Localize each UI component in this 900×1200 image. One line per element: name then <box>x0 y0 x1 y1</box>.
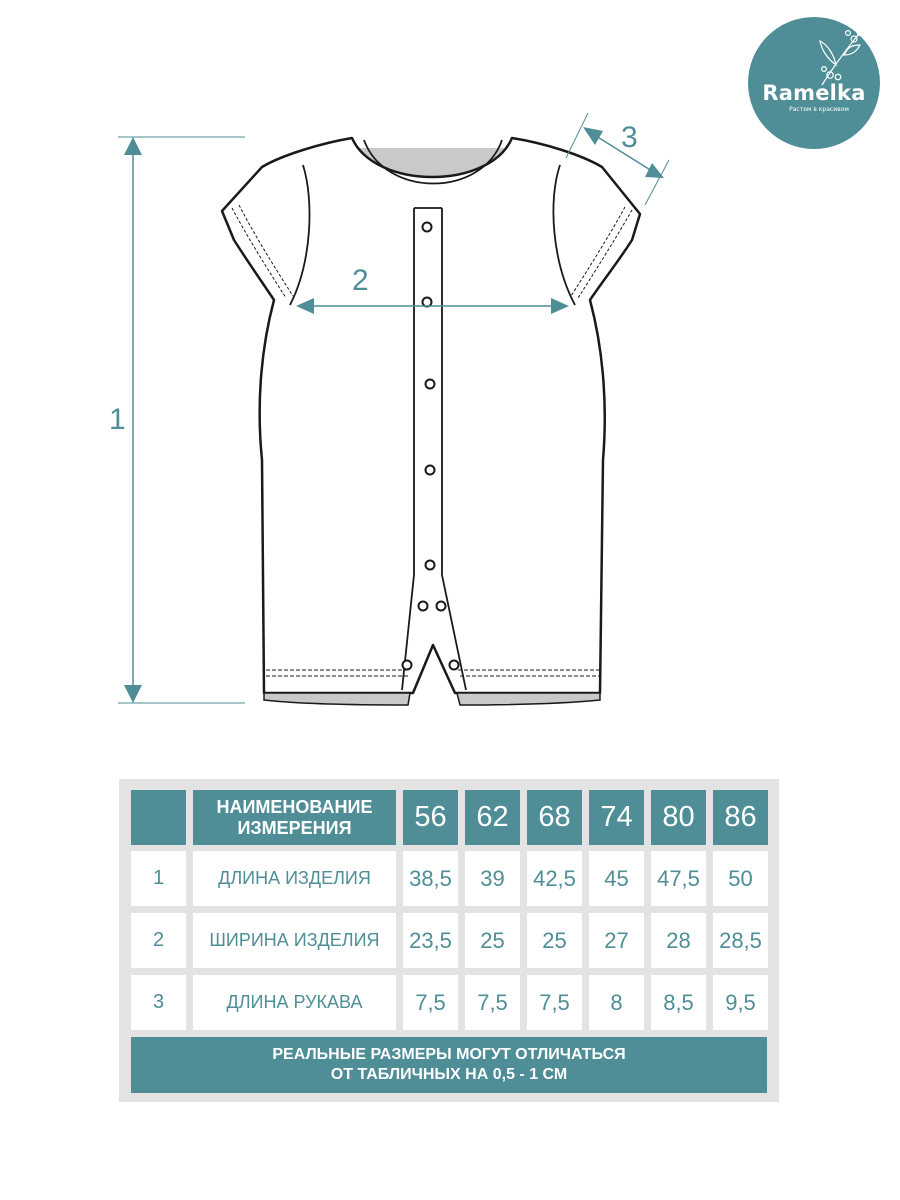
romper-illustration <box>222 138 640 705</box>
disclaimer-line-2: ОТ ТАБЛИЧНЫХ НА 0,5 - 1 СМ <box>330 1066 568 1083</box>
row-3-value-68: 7,5 <box>527 975 582 1030</box>
header-size-74: 74 <box>589 790 644 845</box>
size-table <box>119 779 779 1102</box>
header-size-80: 80 <box>651 790 706 845</box>
size-disclaimer <box>131 1037 767 1093</box>
row-3-value-62: 7,5 <box>465 975 520 1030</box>
row-1-value-80: 47,5 <box>651 851 706 906</box>
row-1-value-62: 39 <box>465 851 520 906</box>
row-2-value-74: 27 <box>589 913 644 968</box>
sleeve-label: 3 <box>621 121 638 154</box>
row-2-value-80: 28 <box>651 913 706 968</box>
row-1-value-68: 42,5 <box>527 851 582 906</box>
row-1-index: 1 <box>131 851 186 906</box>
width-label: 2 <box>352 264 369 297</box>
row-1-value-56: 38,5 <box>403 851 458 906</box>
header-measurement-name <box>193 790 396 845</box>
header-size-62: 62 <box>465 790 520 845</box>
brand-name: Ramelka <box>762 81 866 105</box>
row-2-value-62: 25 <box>465 913 520 968</box>
header-name-line-1: НАИМЕНОВАНИЕ <box>216 796 373 817</box>
row-1-name: ДЛИНА ИЗДЕЛИЯ <box>193 851 396 906</box>
disclaimer-line-1: РЕАЛЬНЫЕ РАЗМЕРЫ МОГУТ ОТЛИЧАТЬСЯ <box>272 1046 626 1063</box>
row-3-value-74: 8 <box>589 975 644 1030</box>
header-name-line-2: ИЗМЕРЕНИЯ <box>237 817 352 838</box>
row-2-value-68: 25 <box>527 913 582 968</box>
row-3-value-56: 7,5 <box>403 975 458 1030</box>
row-3-value-80: 8,5 <box>651 975 706 1030</box>
header-corner <box>131 790 186 845</box>
row-3-index: 3 <box>131 975 186 1030</box>
header-size-56: 56 <box>403 790 458 845</box>
header-size-68: 68 <box>527 790 582 845</box>
row-2-index: 2 <box>131 913 186 968</box>
length-label: 1 <box>109 403 126 436</box>
row-3-name: ДЛИНА РУКАВА <box>193 975 396 1030</box>
row-3-value-86: 9,5 <box>713 975 768 1030</box>
header-size-86: 86 <box>713 790 768 845</box>
brand-tagline: Растем в красивом <box>789 106 849 113</box>
row-1-value-86: 50 <box>713 851 768 906</box>
row-2-name: ШИРИНА ИЗДЕЛИЯ <box>193 913 396 968</box>
row-1-value-74: 45 <box>589 851 644 906</box>
row-2-value-86: 28,5 <box>713 913 768 968</box>
row-2-value-56: 23,5 <box>403 913 458 968</box>
